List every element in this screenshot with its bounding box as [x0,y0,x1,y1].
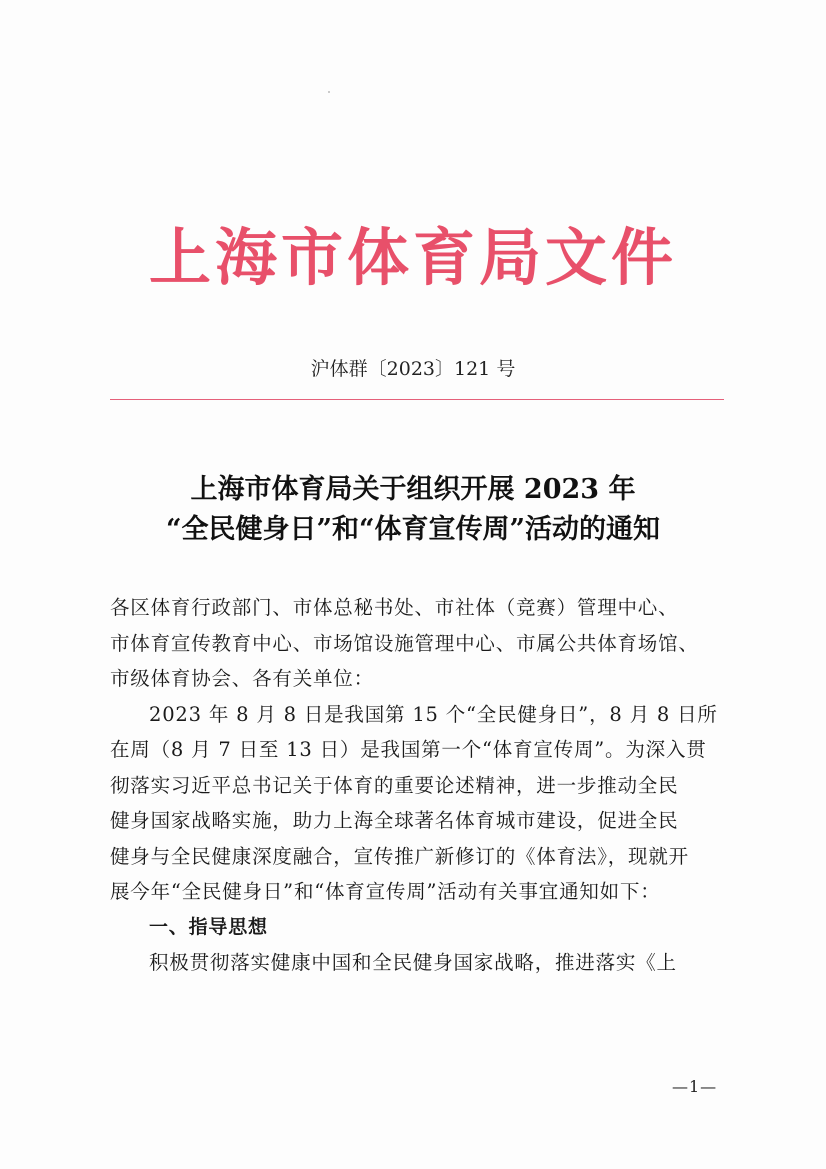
title-line-2: “全民健身日”和“体育宣传周”活动的通知 [165,514,661,545]
document-title [0,470,826,550]
page-number: —1— [672,1077,718,1096]
paragraph-line: 在周（8 月 7 日至 13 日）是我国第一个“体育宣传周”。为深入贯 [110,738,707,761]
paragraph-line: 彻落实习近平总书记关于体育的重要论述精神，进一步推动全民 [110,773,679,797]
paragraph-line: 展今年“全民健身日”和“体育宣传周”活动有关事宜通知如下： [110,880,661,903]
document-number: 沪体群〔2023〕121 号 [310,358,516,380]
paragraph-line: 健身与全民健康深度融合，宣传推广新修订的《体育法》，现就开 [110,844,689,868]
recipients-line: 市体育宣传教育中心、市场馆设施管理中心、市属公共体育场馆、 [110,631,699,655]
title-line-1: 上海市体育局关于组织开展 2023 年 [190,474,636,505]
section-heading: 一、指导思想 [149,915,268,938]
scan-speck [328,91,330,93]
recipients-line: 市级体育协会、各有关单位： [110,667,374,690]
issuing-authority-header: 上海市体育局文件 [148,221,677,294]
paragraph-line: 健身国家战略实施，助力上海全球著名体育城市建设，促进全民 [110,809,679,832]
paragraph-line: 2023 年 8 月 8 日是我国第 15 个“全民健身日”，8 月 8 日所 [149,702,718,726]
recipients-line: 各区体育行政部门、市体总秘书处、市社体（竞赛）管理中心、 [110,596,679,619]
red-separator-line [110,399,724,400]
document-body [110,590,730,981]
section-text: 积极贯彻落实健康中国和全民健身国家战略，推进落实《上 [149,951,677,974]
